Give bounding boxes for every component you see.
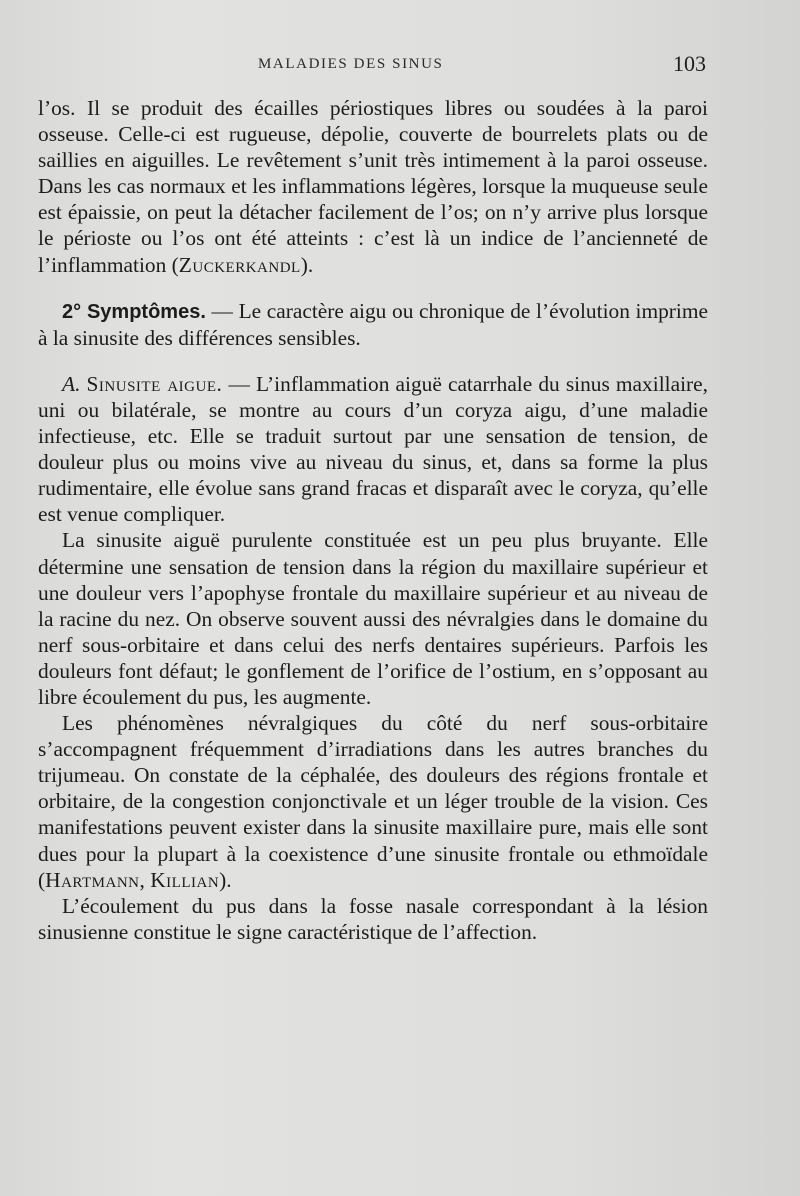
section-heading: 2° Symptômes. xyxy=(62,300,206,323)
paragraph-discharge xyxy=(38,893,708,945)
citation-separator: , xyxy=(139,867,151,892)
paragraph-neuralgic xyxy=(38,710,708,893)
paragraph-text: L’écoulement du pus dans la fosse nasale correspondant à la lésion sinusienne constitue le signe caractéristique de l’affection. xyxy=(38,893,708,944)
paragraph-symptoms xyxy=(38,298,708,351)
paragraph-end: ). xyxy=(219,867,232,892)
subsection-heading: Sinusite aigue. xyxy=(86,371,223,396)
paragraph-text: — Le caractère aigu ou chronique de l’évolution imprime à la sinusite des différences sensibles. xyxy=(38,298,709,350)
paragraph-purulent xyxy=(38,527,708,710)
subsection-label: A. xyxy=(62,371,81,396)
paragraph-text: — L’inflammation aiguë catarrhale du sinus maxillaire, uni ou bilatérale, se montre au cours d’un coryza aigu, d’une maladie infectieuse, etc. Elle se traduit surtout par une sensation de tension, de douleur plus ou moins vive au niveau du sinus, et, dans sa forme la plus rudimentaire, elle évolue sans grand fracas et disparaît avec le coryza, qu’elle est venue compliquer. xyxy=(38,371,708,527)
running-title: MALADIES DES SINUS xyxy=(258,56,444,72)
author-citation: Hartmann xyxy=(45,867,140,892)
page-number: 103 xyxy=(673,51,706,76)
running-head xyxy=(0,48,800,78)
paragraph-text: La sinusite aiguë purulente constituée est un peu plus bruyante. Elle détermine une sensation de tension dans la région du maxillaire supérieur et une douleur vers l’apophyse frontale du maxillaire supérieur et au niveau de la racine du nez. On observe souvent aussi des névralgies dans le domaine du nerf sous-orbitaire et dans celui des nerfs dentaires supérieurs. Parfois les douleurs font défaut; le gonflement de l’orifice de l’ostium, en s’opposant au libre écoulement du pus, les augmente. xyxy=(38,528,708,709)
body-text xyxy=(38,95,708,945)
author-citation: Killian xyxy=(150,867,220,892)
paragraph-text: Les phénomènes névralgiques du côté du nerf sous-orbitaire s’accompagnent fréquemment d’irradiations dans les autres branches du trijumeau. On constate de la céphalée, des douleurs des régions frontale et orbitaire, de la congestion conjonctivale et un léger trouble de la vision. Ces manifestations peuvent exister dans la sinusite maxillaire pure, mais elle sont dues pour la plupart à la coexistence d’une sinusite frontale ou ethmoïdale ( xyxy=(38,711,708,892)
paragraph-anatomy xyxy=(38,95,708,278)
author-citation: Zuckerkandl xyxy=(178,252,301,277)
paragraph-text: l’os. Il se produit des écailles périostiques libres ou soudées à la paroi osseuse. Celle-ci est rugueuse, dépolie, couverte de bourrelets plats ou de saillies en aiguilles. Le revêtement s’unit très intimement à la paroi osseuse. Dans les cas normaux et les inflammations légères, lorsque la muqueuse seule est épaissie, on peut la détacher facilement de l’os; on n’y arrive plus lorsque le périoste ou l’os ont été atteints : c’est là un indice de l’ancienneté de l’inflammation ( xyxy=(38,96,708,277)
paragraph-end: ). xyxy=(300,252,314,277)
paragraph-acute-sinusitis xyxy=(38,371,708,528)
